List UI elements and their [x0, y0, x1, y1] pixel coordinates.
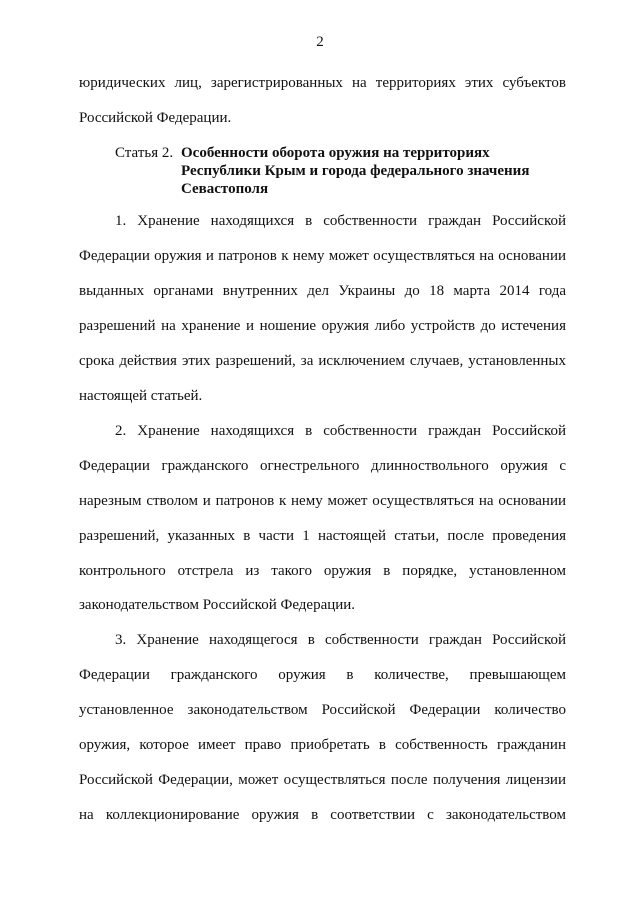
- paragraph2-line-4: разрешений, указанных в части 1 настоящей статьи, после проведения: [79, 528, 566, 544]
- paragraph1-line-1: 1. Хранение находящихся в собственности граждан Российской: [115, 213, 566, 229]
- paragraph2-line-1: 2. Хранение находящихся в собственности граждан Российской: [115, 423, 566, 439]
- page-number: 2: [316, 34, 324, 50]
- paragraph1-line-6: настоящей статьей.: [79, 388, 203, 404]
- paragraph2-line-3: нарезным стволом и патронов к нему может осуществляться на основании: [79, 493, 566, 509]
- paragraph3-line-5: Российской Федерации, может осуществляться после получения лицензии: [79, 772, 566, 788]
- article-title-line-2: Республики Крым и города федерального значения: [181, 163, 530, 179]
- paragraph3-line-4: оружия, которое имеет право приобретать в собственность гражданин: [79, 737, 566, 753]
- article-title-line-1: Особенности оборота оружия на территориях: [181, 145, 490, 161]
- intro-line-1: юридических лиц, зарегистрированных на территориях этих субъектов: [79, 75, 566, 91]
- paragraph2-line-6: законодательством Российской Федерации.: [79, 597, 356, 613]
- paragraph1-line-2: Федерации оружия и патронов к нему может осуществляться на основании: [79, 248, 566, 264]
- paragraph3-line-2: Федерации гражданского оружия в количестве, превышающем: [79, 667, 566, 683]
- paragraph1-line-5: срока действия этих разрешений, за исключением случаев, установленных: [79, 353, 566, 369]
- paragraph1-line-3: выданных органами внутренних дел Украины до 18 марта 2014 года: [79, 283, 566, 299]
- article-title-line-3: Севастополя: [181, 181, 269, 197]
- paragraph3-line-3: установленное законодательством Российской Федерации количество: [79, 702, 566, 718]
- paragraph3-line-1: 3. Хранение находящегося в собственности граждан Российской: [115, 632, 566, 648]
- paragraph2-line-2: Федерации гражданского огнестрельного длинноствольного оружия с: [79, 458, 566, 474]
- intro-line-2: Российской Федерации.: [79, 110, 232, 126]
- paragraph3-line-6: на коллекционирование оружия в соответствии с законодательством: [79, 807, 566, 823]
- article-label: Статья 2.: [115, 145, 174, 161]
- paragraph2-line-5: контрольного отстрела из такого оружия в порядке, установленном: [79, 563, 566, 579]
- paragraph1-line-4: разрешений на хранение и ношение оружия либо устройств до истечения: [79, 318, 566, 334]
